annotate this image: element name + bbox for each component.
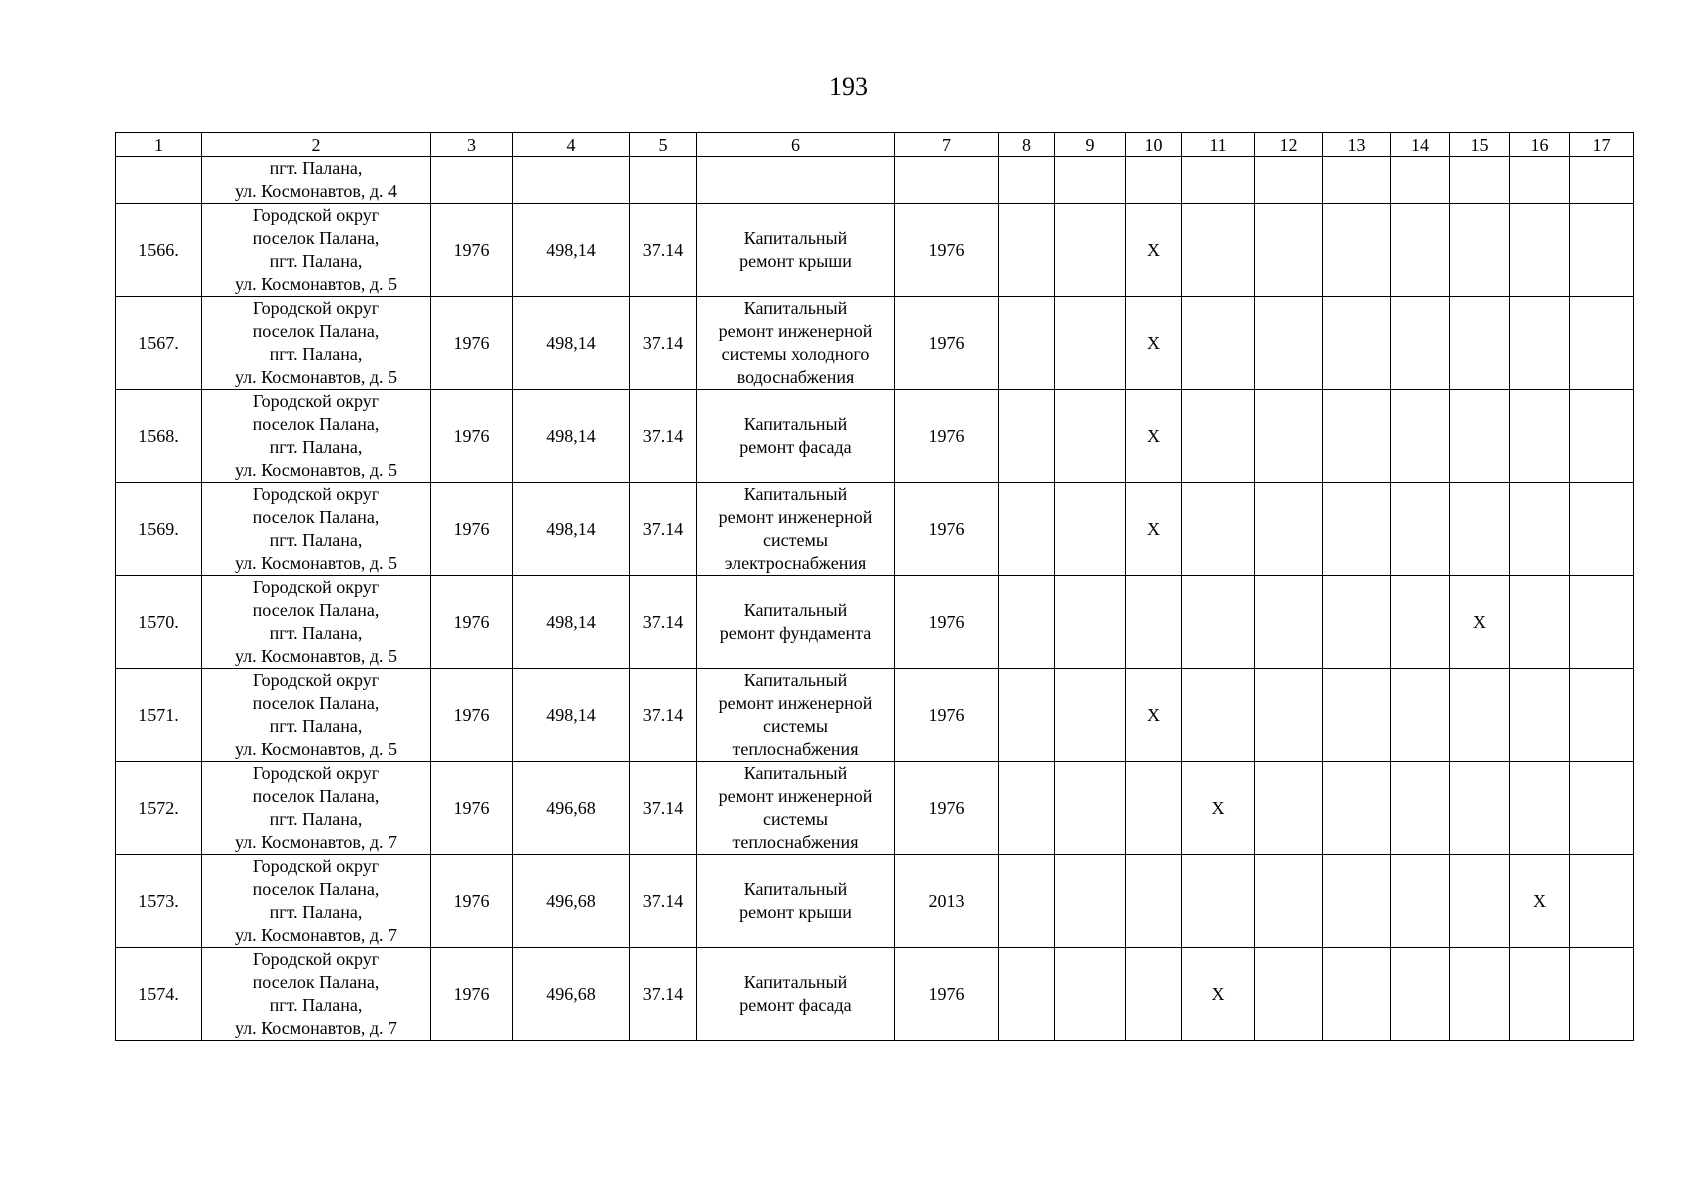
cell-row-number: 1570.: [116, 576, 202, 669]
cell-row-number: 1574.: [116, 948, 202, 1041]
cell-col-4: [513, 157, 630, 204]
cell-col-12: [1255, 855, 1323, 948]
cell-code: 37.14: [630, 948, 697, 1041]
cell-col-9: [1055, 576, 1126, 669]
cell-year-built: 1976: [431, 855, 513, 948]
cell-col-8: [999, 576, 1055, 669]
cell-year: 1976: [895, 390, 999, 483]
cell-row-number: 1569.: [116, 483, 202, 576]
column-header-16: 16: [1510, 133, 1570, 157]
cell-address: Городской округ поселок Палана, пгт. Палана, ул. Космонавтов, д. 5: [202, 483, 431, 576]
cell-address: пгт. Палана, ул. Космонавтов, д. 4: [202, 157, 431, 204]
cell-col-10: [1126, 157, 1182, 204]
cell-work-type: Капитальный ремонт фасада: [697, 948, 895, 1041]
cell-col-11: [1182, 390, 1255, 483]
column-header-15: 15: [1450, 133, 1510, 157]
cell-col-17: [1570, 948, 1634, 1041]
table-row: [116, 855, 1634, 948]
column-header-9: 9: [1055, 133, 1126, 157]
cell-col-17: [1570, 483, 1634, 576]
cell-year-built: 1976: [431, 297, 513, 390]
cell-col-13: [1323, 855, 1391, 948]
cell-col-17: [1570, 390, 1634, 483]
cell-col-15: [1450, 390, 1510, 483]
cell-col-12: [1255, 483, 1323, 576]
cell-col-14: [1391, 390, 1450, 483]
cell-col-9: [1055, 483, 1126, 576]
cell-year: 1976: [895, 297, 999, 390]
cell-col-16: [1510, 576, 1570, 669]
table-row: [116, 669, 1634, 762]
cell-area: 498,14: [513, 669, 630, 762]
cell-col-8: [999, 762, 1055, 855]
cell-year: 1976: [895, 204, 999, 297]
cell-year: 2013: [895, 855, 999, 948]
cell-col-10: [1126, 855, 1182, 948]
cell-area: 498,14: [513, 297, 630, 390]
cell-year-built: 1976: [431, 204, 513, 297]
cell-col-17: [1570, 204, 1634, 297]
cell-col-11: [1182, 483, 1255, 576]
cell-col-8: [999, 483, 1055, 576]
cell-area: 496,68: [513, 855, 630, 948]
cell-col-16: [1510, 204, 1570, 297]
column-header-10: 10: [1126, 133, 1182, 157]
column-header-14: 14: [1391, 133, 1450, 157]
column-header-6: 6: [697, 133, 895, 157]
cell-work-type: Капитальный ремонт инженерной системы теплоснабжения: [697, 762, 895, 855]
cell-col-8: [999, 204, 1055, 297]
cell-col-12: [1255, 948, 1323, 1041]
cell-col-8: [999, 855, 1055, 948]
cell-col-12: [1255, 390, 1323, 483]
cell-col-13: [1323, 576, 1391, 669]
column-header-4: 4: [513, 133, 630, 157]
cell-col-14: [1391, 855, 1450, 948]
column-header-8: 8: [999, 133, 1055, 157]
cell-col-15: [1450, 204, 1510, 297]
cell-col-14: [1391, 576, 1450, 669]
cell-col-8: [999, 297, 1055, 390]
cell-work-type: Капитальный ремонт фасада: [697, 390, 895, 483]
cell-col-9: [1055, 948, 1126, 1041]
cell-col-8: [999, 948, 1055, 1041]
table-row: [116, 204, 1634, 297]
cell-col-9: [1055, 157, 1126, 204]
column-header-7: 7: [895, 133, 999, 157]
cell-year: 1976: [895, 576, 999, 669]
cell-col-17: [1570, 157, 1634, 204]
cell-year: 1976: [895, 948, 999, 1041]
table-row: [116, 390, 1634, 483]
cell-col-13: [1323, 157, 1391, 204]
cell-col-14: [1391, 483, 1450, 576]
cell-col-14: [1391, 157, 1450, 204]
cell-mark: X: [1182, 948, 1255, 1041]
cell-col-10: [1126, 948, 1182, 1041]
cell-work-type: Капитальный ремонт крыши: [697, 855, 895, 948]
cell-code: 37.14: [630, 576, 697, 669]
cell-col-17: [1570, 855, 1634, 948]
cell-mark: X: [1450, 576, 1510, 669]
column-header-17: 17: [1570, 133, 1634, 157]
cell-address: Городской округ поселок Палана, пгт. Палана, ул. Космонавтов, д. 7: [202, 855, 431, 948]
cell-work-type: Капитальный ремонт фундамента: [697, 576, 895, 669]
cell-col-11: [1182, 669, 1255, 762]
cell-area: 498,14: [513, 576, 630, 669]
cell-col-13: [1323, 297, 1391, 390]
cell-col-8: [999, 390, 1055, 483]
cell-col-14: [1391, 204, 1450, 297]
cell-mark: X: [1182, 762, 1255, 855]
cell-col-13: [1323, 483, 1391, 576]
cell-area: 496,68: [513, 762, 630, 855]
cell-col-15: [1450, 483, 1510, 576]
cell-work-type: Капитальный ремонт крыши: [697, 204, 895, 297]
cell-col-11: [1182, 576, 1255, 669]
cell-mark: X: [1126, 669, 1182, 762]
table-row-continued: [116, 157, 1634, 204]
cell-row-number: 1567.: [116, 297, 202, 390]
column-header-12: 12: [1255, 133, 1323, 157]
cell-col-17: [1570, 576, 1634, 669]
cell-col-12: [1255, 762, 1323, 855]
cell-row-number: 1571.: [116, 669, 202, 762]
table-row: [116, 762, 1634, 855]
cell-col-16: [1510, 157, 1570, 204]
cell-address: Городской округ поселок Палана, пгт. Палана, ул. Космонавтов, д. 5: [202, 390, 431, 483]
cell-col-16: [1510, 297, 1570, 390]
cell-col-16: [1510, 948, 1570, 1041]
cell-col-9: [1055, 762, 1126, 855]
cell-col-14: [1391, 669, 1450, 762]
cell-col-15: [1450, 762, 1510, 855]
cell-address: Городской округ поселок Палана, пгт. Палана, ул. Космонавтов, д. 5: [202, 669, 431, 762]
cell-year-built: 1976: [431, 390, 513, 483]
cell-col-12: [1255, 204, 1323, 297]
cell-col-13: [1323, 204, 1391, 297]
cell-address: Городской округ поселок Палана, пгт. Палана, ул. Космонавтов, д. 7: [202, 948, 431, 1041]
cell-code: 37.14: [630, 297, 697, 390]
cell-mark: X: [1126, 483, 1182, 576]
cell-address: Городской округ поселок Палана, пгт. Палана, ул. Космонавтов, д. 5: [202, 297, 431, 390]
table-row: [116, 948, 1634, 1041]
cell-col-5: [630, 157, 697, 204]
cell-col-10: [1126, 762, 1182, 855]
column-header-11: 11: [1182, 133, 1255, 157]
cell-col-17: [1570, 297, 1634, 390]
cell-row-number: 1573.: [116, 855, 202, 948]
cell-col-16: [1510, 669, 1570, 762]
cell-col-16: [1510, 483, 1570, 576]
cell-col-12: [1255, 157, 1323, 204]
cell-year: 1976: [895, 762, 999, 855]
cell-mark: X: [1126, 297, 1182, 390]
cell-work-type: Капитальный ремонт инженерной системы электроснабжения: [697, 483, 895, 576]
cell-area: 498,14: [513, 390, 630, 483]
cell-col-15: [1450, 669, 1510, 762]
column-header-2: 2: [202, 133, 431, 157]
cell-row-number: 1568.: [116, 390, 202, 483]
cell-year-built: 1976: [431, 762, 513, 855]
cell-year-built: 1976: [431, 483, 513, 576]
cell-col-14: [1391, 762, 1450, 855]
cell-col-6: [697, 157, 895, 204]
cell-col-14: [1391, 297, 1450, 390]
column-header-13: 13: [1323, 133, 1391, 157]
cell-col-7: [895, 157, 999, 204]
cell-address: Городской округ поселок Палана, пгт. Палана, ул. Космонавтов, д. 7: [202, 762, 431, 855]
cell-code: 37.14: [630, 390, 697, 483]
cell-code: 37.14: [630, 483, 697, 576]
cell-work-type: Капитальный ремонт инженерной системы теплоснабжения: [697, 669, 895, 762]
cell-col-12: [1255, 576, 1323, 669]
cell-mark: X: [1126, 204, 1182, 297]
cell-col-15: [1450, 297, 1510, 390]
cell-col-17: [1570, 669, 1634, 762]
repair-program-table: [115, 132, 1634, 1041]
cell-col-11: [1182, 204, 1255, 297]
cell-col-11: [1182, 297, 1255, 390]
cell-code: 37.14: [630, 669, 697, 762]
cell-col-17: [1570, 762, 1634, 855]
cell-col-9: [1055, 297, 1126, 390]
cell-col-1: [116, 157, 202, 204]
cell-address: Городской округ поселок Палана, пгт. Палана, ул. Космонавтов, д. 5: [202, 576, 431, 669]
cell-code: 37.14: [630, 855, 697, 948]
cell-row-number: 1572.: [116, 762, 202, 855]
cell-col-14: [1391, 948, 1450, 1041]
cell-year-built: 1976: [431, 669, 513, 762]
column-number-row: [116, 133, 1634, 157]
cell-col-11: [1182, 855, 1255, 948]
cell-col-11: [1182, 157, 1255, 204]
cell-col-10: [1126, 576, 1182, 669]
cell-mark: X: [1510, 855, 1570, 948]
cell-col-13: [1323, 948, 1391, 1041]
cell-col-15: [1450, 855, 1510, 948]
cell-year-built: 1976: [431, 576, 513, 669]
cell-col-13: [1323, 669, 1391, 762]
table-row: [116, 297, 1634, 390]
cell-mark: X: [1126, 390, 1182, 483]
cell-col-12: [1255, 669, 1323, 762]
cell-area: 498,14: [513, 483, 630, 576]
cell-code: 37.14: [630, 762, 697, 855]
cell-col-13: [1323, 390, 1391, 483]
column-header-3: 3: [431, 133, 513, 157]
cell-year-built: 1976: [431, 948, 513, 1041]
table-row: [116, 483, 1634, 576]
cell-col-15: [1450, 948, 1510, 1041]
cell-area: 498,14: [513, 204, 630, 297]
cell-col-9: [1055, 204, 1126, 297]
cell-row-number: 1566.: [116, 204, 202, 297]
table-row: [116, 576, 1634, 669]
column-header-1: 1: [116, 133, 202, 157]
cell-col-13: [1323, 762, 1391, 855]
cell-col-9: [1055, 855, 1126, 948]
cell-work-type: Капитальный ремонт инженерной системы холодного водоснабжения: [697, 297, 895, 390]
cell-col-16: [1510, 390, 1570, 483]
cell-year: 1976: [895, 669, 999, 762]
cell-col-8: [999, 157, 1055, 204]
cell-code: 37.14: [630, 204, 697, 297]
column-header-5: 5: [630, 133, 697, 157]
cell-col-3: [431, 157, 513, 204]
cell-area: 496,68: [513, 948, 630, 1041]
cell-col-8: [999, 669, 1055, 762]
page-number: 193: [829, 72, 868, 101]
cell-col-9: [1055, 390, 1126, 483]
cell-col-12: [1255, 297, 1323, 390]
cell-col-9: [1055, 669, 1126, 762]
cell-address: Городской округ поселок Палана, пгт. Палана, ул. Космонавтов, д. 5: [202, 204, 431, 297]
cell-col-15: [1450, 157, 1510, 204]
cell-year: 1976: [895, 483, 999, 576]
cell-col-16: [1510, 762, 1570, 855]
